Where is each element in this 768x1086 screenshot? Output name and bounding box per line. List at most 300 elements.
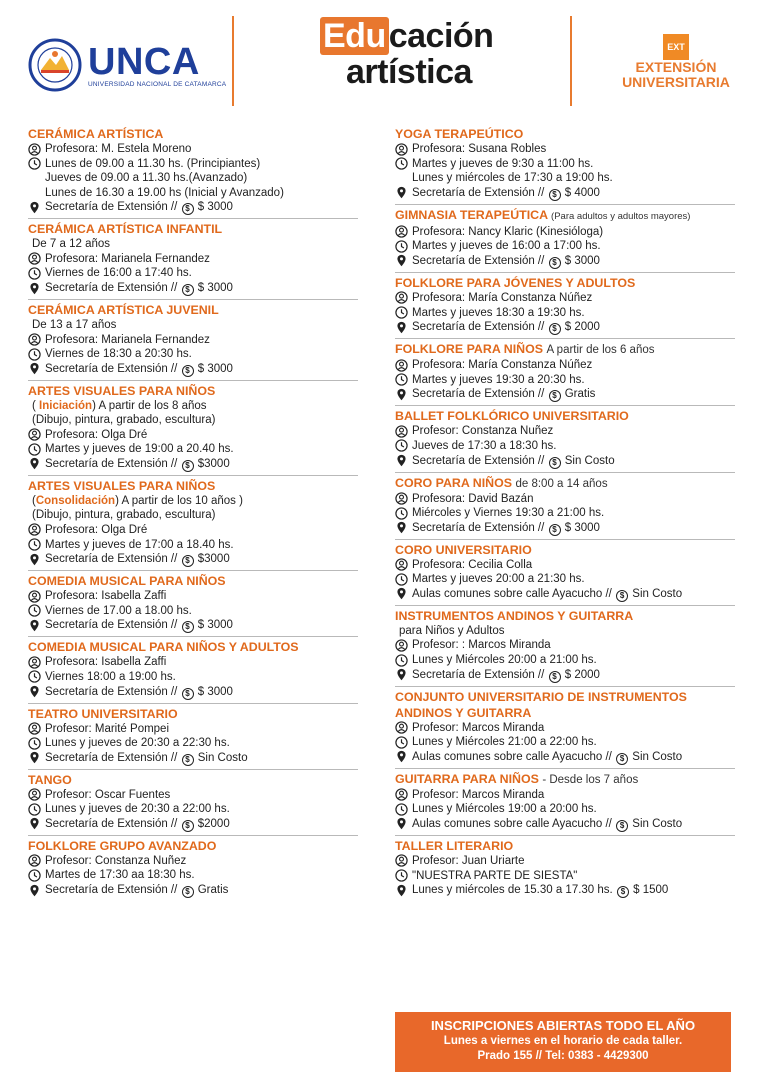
price: $3000: [197, 457, 230, 470]
teacher-name: Susana Robles: [468, 143, 547, 155]
person-icon: [395, 788, 409, 802]
registration-headline: INSCRIPCIONES ABIERTAS TODO EL AÑO: [430, 1018, 696, 1033]
course-title: [28, 383, 358, 399]
course-title-text: BALLET FOLKLÓRICO UNIVERSITARIO: [395, 409, 629, 424]
location-row: [395, 587, 735, 602]
course-subtitle-post: ) A partir de los 10 años ): [115, 494, 243, 507]
course-subtitle: [28, 399, 358, 414]
course-title: [28, 302, 358, 318]
teacher-row: [28, 589, 358, 604]
teacher-row: [395, 788, 735, 803]
location-row: [28, 618, 358, 633]
teacher-row: [28, 523, 358, 538]
teacher-name: Oscar Fuentes: [94, 788, 171, 801]
schedule-line: Viernes de 16:00 a 17:40 hs.: [45, 267, 192, 280]
teacher-label: Profesora:: [45, 523, 99, 536]
clock-icon: [395, 654, 409, 668]
teacher-row: [28, 428, 358, 443]
schedule-row: [28, 347, 358, 362]
course-title-text: ARTES VISUALES PARA NIÑOS: [28, 478, 216, 493]
schedule-row: [28, 868, 358, 883]
price: $2000: [197, 817, 230, 830]
location: Secretaría de Extensión //: [412, 321, 545, 334]
course-block: [28, 219, 358, 300]
location: Secretaría de Extensión //: [45, 553, 178, 566]
extension-logo: [596, 34, 756, 90]
teacher-name: Constanza Nuñez: [94, 854, 187, 867]
course-title: [395, 275, 735, 291]
schedule-row: [395, 506, 735, 521]
course-title: [395, 126, 735, 142]
teacher-name: María Constanza Núñez: [468, 291, 593, 304]
course-title-line2: ANDINOS Y GUITARRA: [395, 705, 532, 720]
teacher-label: Profesora:: [412, 291, 466, 304]
person-icon: [395, 854, 409, 868]
course-title: [28, 221, 358, 237]
clock-icon: [28, 267, 42, 281]
location-row: [28, 883, 358, 898]
schedule-row: [395, 802, 735, 817]
schedule-row: [395, 239, 735, 254]
schedule-row: [395, 373, 735, 388]
course-title-text: COMEDIA MUSICAL PARA NIÑOS: [28, 574, 226, 589]
schedule-line: Jueves de 09.00 a 11.30 hs.(Avanzado): [45, 172, 248, 185]
teacher-row: [395, 638, 735, 653]
teacher-name: Marcos Miranda: [461, 721, 545, 734]
price: $ 3000: [197, 201, 233, 214]
person-icon: [395, 721, 409, 735]
left-course-column: [28, 124, 358, 901]
location-row: [28, 200, 358, 215]
course-subtitle: De 7 a 12 años: [32, 238, 111, 251]
teacher-row: [28, 655, 358, 670]
location: Secretaría de Extensión //: [412, 521, 545, 534]
location-pin-icon: [395, 254, 409, 268]
registration-banner: [395, 1012, 731, 1072]
schedule-row: [28, 538, 358, 553]
schedule-line: Lunes de 16.30 a 19.00 hs (Inicial y Avanzado): [45, 186, 284, 199]
teacher-row: [28, 252, 358, 267]
schedule-line: Lunes de 09.00 a 11.30 hs. (Principiantes): [45, 157, 261, 170]
course-title-text: YOGA TERAPEÚTICO: [395, 127, 524, 141]
location-row: [395, 254, 735, 269]
location-pin-icon: [28, 685, 42, 699]
unca-logo: [28, 38, 226, 92]
clock-icon: [395, 573, 409, 587]
course-title-text: CERÁMICA ARTÍSTICA INFANTIL: [28, 222, 223, 237]
registration-hours: Lunes a viernes en el horario de cada taller.: [443, 1035, 683, 1047]
teacher-label: Profesora:: [412, 143, 466, 155]
price-coin-icon: $: [182, 754, 194, 766]
teacher-label: Profesora:: [45, 252, 99, 265]
location-row: [28, 751, 358, 766]
location-pin-icon: [28, 619, 42, 633]
registration-contact: Prado 155 // Tel: 0383 - 4429300: [477, 1050, 649, 1062]
price-coin-icon: $: [182, 203, 194, 215]
course-subtitle-post: ) A partir de los 8 años: [92, 399, 207, 412]
schedule-row: [28, 266, 358, 281]
teacher-row: [395, 225, 735, 240]
schedule-line: Martes y jueves 20:00 a 21:30 hs.: [412, 573, 585, 586]
course-title-text: CORO PARA NIÑOS: [395, 475, 513, 490]
location-row: [28, 817, 358, 832]
course-title: [395, 341, 735, 358]
location: Secretaría de Extensión //: [45, 282, 178, 295]
location: Secretaría de Extensión //: [45, 362, 178, 375]
clock-icon: [395, 306, 409, 320]
course-title-text: TALLER LITERARIO: [395, 838, 514, 853]
teacher-row: [395, 721, 735, 736]
teacher-label: Profesora:: [45, 590, 99, 603]
location: Aulas comunes sobre calle Ayacucho //: [412, 587, 612, 600]
location-pin-icon: [28, 457, 42, 471]
course-block: [28, 124, 358, 219]
course-title: [28, 573, 358, 589]
schedule-line: Lunes y miércoles de 17:30 a 19:00 hs.: [412, 172, 613, 185]
teacher-row: [28, 142, 358, 157]
schedule-line: Lunes y Miércoles 19:00 a 20:00 hs.: [412, 803, 597, 816]
schedule-row: [395, 869, 735, 884]
course-title: [395, 542, 735, 558]
course-title-text: TANGO: [28, 772, 72, 787]
schedule-line: Viernes de 18:30 a 20:30 hs.: [45, 348, 192, 361]
price: $ 3000: [197, 619, 233, 632]
teacher-label: Profesora:: [412, 359, 466, 372]
teacher-label: Profesora:: [45, 333, 99, 346]
teacher-name: David Bazán: [468, 492, 534, 505]
unca-name: UNCA: [88, 40, 200, 83]
price: $ 3000: [564, 521, 600, 534]
location-pin-icon: [395, 388, 409, 402]
person-icon: [28, 523, 42, 537]
schedule-line: Viernes de 17.00 a 18.00 hs.: [45, 604, 192, 617]
course-title: [28, 772, 358, 788]
clock-icon: [28, 737, 42, 751]
location: Secretaría de Extensión //: [412, 254, 545, 267]
schedule-line: Lunes y jueves de 20:30 a 22:00 hs.: [45, 803, 230, 816]
person-icon: [28, 428, 42, 442]
teacher-label: Profesor:: [45, 854, 92, 867]
course-block: [28, 300, 358, 381]
teacher-label: Profesora:: [412, 225, 466, 238]
person-icon: [28, 143, 42, 157]
location-row: [28, 457, 358, 472]
person-icon: [395, 225, 409, 239]
course-title: [28, 838, 358, 854]
schedule-line: Martes y jueves 18:30 a 19:30 hs.: [412, 306, 585, 319]
location-pin-icon: [28, 553, 42, 567]
clock-icon: [28, 538, 42, 552]
teacher-name: M. Estela Moreno: [101, 143, 192, 155]
teacher-row: [395, 558, 735, 573]
location-pin-icon: [28, 282, 42, 296]
location-pin-icon: [395, 668, 409, 682]
teacher-name: Juan Uriarte: [461, 854, 525, 867]
location-pin-icon: [395, 321, 409, 335]
location-pin-icon: [395, 884, 409, 898]
location-pin-icon: [395, 186, 409, 200]
schedule-line: Martes de 17:30 aa 18:30 hs.: [45, 869, 195, 882]
course-title: [395, 771, 735, 788]
clock-icon: [28, 803, 42, 817]
teacher-label: Profesor:: [412, 425, 459, 438]
schedule-row: [28, 157, 358, 201]
schedule-line: Jueves de 17:30 a 18:30 hs.: [412, 439, 557, 452]
price: $ 2000: [564, 321, 600, 334]
person-icon: [28, 722, 42, 736]
location-pin-icon: [28, 751, 42, 765]
teacher-label: Profesora:: [412, 492, 466, 505]
title-line2: artística: [346, 53, 472, 91]
location: Lunes y miércoles de 15.30 a 17.30 hs.: [412, 884, 613, 897]
teacher-name: María Constanza Núñez: [468, 359, 593, 372]
person-icon: [395, 425, 409, 439]
person-icon: [28, 590, 42, 604]
location-pin-icon: [395, 587, 409, 601]
clock-icon: [395, 240, 409, 254]
schedule-row: [395, 735, 735, 750]
schedule-row: [395, 157, 735, 186]
location-pin-icon: [395, 454, 409, 468]
clock-icon: [28, 157, 42, 171]
price: Sin Costo: [564, 454, 615, 467]
clock-icon: [28, 670, 42, 684]
location: Secretaría de Extensión //: [412, 186, 545, 199]
location-pin-icon: [28, 362, 42, 376]
price-coin-icon: $: [617, 886, 629, 898]
location: Secretaría de Extensión //: [45, 685, 178, 698]
ext-line1: EXTENSIÓN: [635, 59, 717, 75]
person-icon: [28, 788, 42, 802]
teacher-row: [28, 788, 358, 803]
course-title-text: CERÁMICA ARTÍSTICA JUVENIL: [28, 303, 219, 318]
schedule-line: Lunes y Miércoles 21:00 a 22:00 hs.: [412, 736, 597, 749]
location-row: [28, 281, 358, 296]
location-row: [395, 454, 735, 469]
course-title: [395, 207, 735, 225]
price: $ 3000: [197, 282, 233, 295]
clock-icon: [395, 869, 409, 883]
price-coin-icon: $: [182, 688, 194, 700]
right-course-column: [395, 124, 735, 901]
price: Gratis: [564, 388, 596, 401]
price-coin-icon: $: [549, 524, 561, 536]
course-subtitle-pre: (: [32, 494, 36, 507]
teacher-row: [395, 358, 735, 373]
course-subtitle-pre: (: [32, 399, 40, 412]
location-row: [395, 668, 735, 683]
price: $ 3000: [564, 254, 600, 267]
teacher-label: Profesor:: [45, 722, 92, 735]
person-icon: [395, 291, 409, 305]
teacher-name: Marité Pompei: [94, 722, 170, 735]
teacher-name: Marianela Fernandez: [101, 252, 210, 265]
ext-line2: UNIVERSITARIA: [622, 74, 730, 90]
title-highlight: Edu: [320, 17, 389, 55]
location-pin-icon: [395, 817, 409, 831]
clock-icon: [395, 157, 409, 171]
course-block: [395, 540, 735, 606]
teacher-name: Olga Dré: [101, 523, 148, 536]
location: Aulas comunes sobre calle Ayacucho //: [412, 817, 612, 830]
teacher-name: Cecilia Colla: [468, 558, 533, 571]
price: $ 1500: [633, 884, 669, 897]
location-row: [395, 320, 735, 335]
course-subtitle: para Niños y Adultos: [399, 624, 505, 637]
price: $ 4000: [564, 186, 600, 199]
course-title-note: de 8:00 a 14 años: [515, 477, 608, 490]
teacher-row: [395, 291, 735, 306]
teacher-name: Olga Dré: [101, 428, 148, 441]
title-line1-rest: cación: [388, 17, 494, 55]
course-title: [395, 608, 735, 624]
schedule-row: [28, 802, 358, 817]
teacher-row: [395, 142, 735, 157]
person-icon: [395, 639, 409, 653]
price-coin-icon: $: [616, 820, 628, 832]
price-coin-icon: $: [182, 555, 194, 567]
location: Secretaría de Extensión //: [45, 751, 178, 764]
schedule-line: Lunes y jueves de 20:30 a 22:30 hs.: [45, 737, 230, 750]
header-divider-left: [232, 16, 234, 106]
price-coin-icon: $: [549, 457, 561, 469]
person-icon: [28, 252, 42, 266]
clock-icon: [395, 736, 409, 750]
schedule-row: [28, 442, 358, 457]
schedule-row: [395, 439, 735, 454]
person-icon: [395, 558, 409, 572]
schedule-line: Martes y jueves 19:30 a 20:30 hs.: [412, 373, 585, 386]
course-block: [28, 381, 358, 476]
price-coin-icon: $: [182, 284, 194, 296]
teacher-label: Profesor:: [412, 721, 459, 734]
teacher-name: Isabella Zaffi: [101, 656, 167, 669]
teacher-label: Profesora:: [45, 143, 99, 155]
price: Sin Costo: [632, 750, 683, 763]
location-row: [395, 186, 735, 201]
location-row: [395, 750, 735, 765]
course-title-text: INSTRUMENTOS ANDINOS Y GUITARRA: [395, 608, 634, 623]
location: Secretaría de Extensión //: [45, 201, 178, 214]
course-disciplines: (Dibujo, pintura, grabado, escultura): [32, 509, 216, 522]
teacher-label: Profesora:: [45, 428, 99, 441]
teacher-row: [395, 492, 735, 507]
schedule-row: [28, 670, 358, 685]
price-coin-icon: $: [182, 886, 194, 898]
teacher-label: Profesora:: [45, 656, 99, 669]
course-subtitle: De 13 a 17 años: [32, 319, 117, 332]
schedule-line: Martes y jueves de 19:00 a 20.40 hs.: [45, 443, 234, 456]
teacher-label: Profesor:: [412, 854, 459, 867]
schedule-line: Martes y jueves de 17:00 a 18.40 hs.: [45, 538, 234, 551]
price-coin-icon: $: [616, 590, 628, 602]
teacher-label: Profesora:: [412, 558, 466, 571]
clock-icon: [395, 803, 409, 817]
location-row: [28, 362, 358, 377]
course-block: [28, 836, 358, 901]
price: Sin Costo: [197, 751, 248, 764]
schedule-line: Martes y jueves de 16:00 a 17:00 hs.: [412, 240, 601, 253]
course-title-text: FOLKLORE PARA JÓVENES Y ADULTOS: [395, 275, 636, 290]
schedule-line: Martes y jueves de 9:30 a 11:00 hs.: [412, 157, 594, 170]
location-row: [395, 817, 735, 832]
clock-icon: [28, 443, 42, 457]
person-icon: [28, 854, 42, 868]
person-icon: [28, 333, 42, 347]
person-icon: [395, 359, 409, 373]
price: $3000: [197, 553, 230, 566]
teacher-name: Marcos Miranda: [461, 788, 545, 801]
schedule-line: Miércoles y Viernes 19:30 a 21:00 hs.: [412, 507, 605, 520]
course-block: [395, 836, 735, 901]
teacher-row: [28, 333, 358, 348]
course-title: [395, 475, 735, 492]
header: [0, 0, 768, 112]
course-title: [395, 408, 735, 424]
page-title: [320, 18, 500, 90]
location: Secretaría de Extensión //: [45, 619, 178, 632]
schedule-line: Lunes y Miércoles 20:00 a 21:00 hs.: [412, 654, 597, 666]
course-title: [28, 706, 358, 722]
course-title-text: TEATRO UNIVERSITARIO: [28, 706, 178, 721]
teacher-name: Constanza Nuñez: [461, 425, 554, 438]
location: Secretaría de Extensión //: [412, 668, 545, 681]
course-title: [28, 478, 358, 494]
course-level: Consolidación: [35, 494, 116, 507]
schedule-row: [28, 604, 358, 619]
course-title: [28, 639, 358, 655]
schedule-line: "NUESTRA PARTE DE SIESTA": [412, 869, 578, 882]
ext-box-icon: EXT: [663, 34, 689, 60]
course-block: [395, 687, 735, 769]
schedule-line: Viernes 18:00 a 19:00 hs.: [45, 670, 176, 683]
location-row: [395, 521, 735, 536]
course-level: Iniciación: [39, 399, 93, 412]
schedule-row: [395, 306, 735, 321]
teacher-name: Nancy Klaric (Kinesióloga): [468, 225, 604, 238]
course-block: [28, 704, 358, 770]
teacher-name: : Marcos Miranda: [461, 639, 551, 652]
price-coin-icon: $: [616, 753, 628, 765]
location-row: [28, 685, 358, 700]
course-title-text: ARTES VISUALES PARA NIÑOS: [28, 383, 216, 398]
location: Secretaría de Extensión //: [45, 457, 178, 470]
schedule-row: [28, 736, 358, 751]
price-coin-icon: $: [549, 671, 561, 683]
person-icon: [395, 143, 409, 157]
course-block: [395, 406, 735, 472]
schedule-row: [395, 572, 735, 587]
course-disciplines: (Dibujo, pintura, grabado, escultura): [32, 414, 216, 427]
location-pin-icon: [395, 521, 409, 535]
course-title-note: - Desde los 7 años: [542, 773, 639, 786]
clock-icon: [28, 869, 42, 883]
location-pin-icon: [28, 884, 42, 898]
location-row: [395, 883, 735, 898]
price-coin-icon: $: [182, 820, 194, 832]
clock-icon: [395, 439, 409, 453]
location: Secretaría de Extensión //: [412, 454, 545, 467]
schedule-row: [395, 653, 735, 668]
price: Sin Costo: [632, 587, 683, 600]
location-pin-icon: [395, 750, 409, 764]
course-block: [395, 473, 735, 540]
course-subtitle: [28, 494, 358, 509]
course-title-text: FOLKLORE PARA NIÑOS: [395, 342, 543, 357]
teacher-label: Profesor:: [412, 639, 459, 652]
price-coin-icon: $: [182, 460, 194, 472]
unca-seal-icon: [28, 38, 82, 92]
